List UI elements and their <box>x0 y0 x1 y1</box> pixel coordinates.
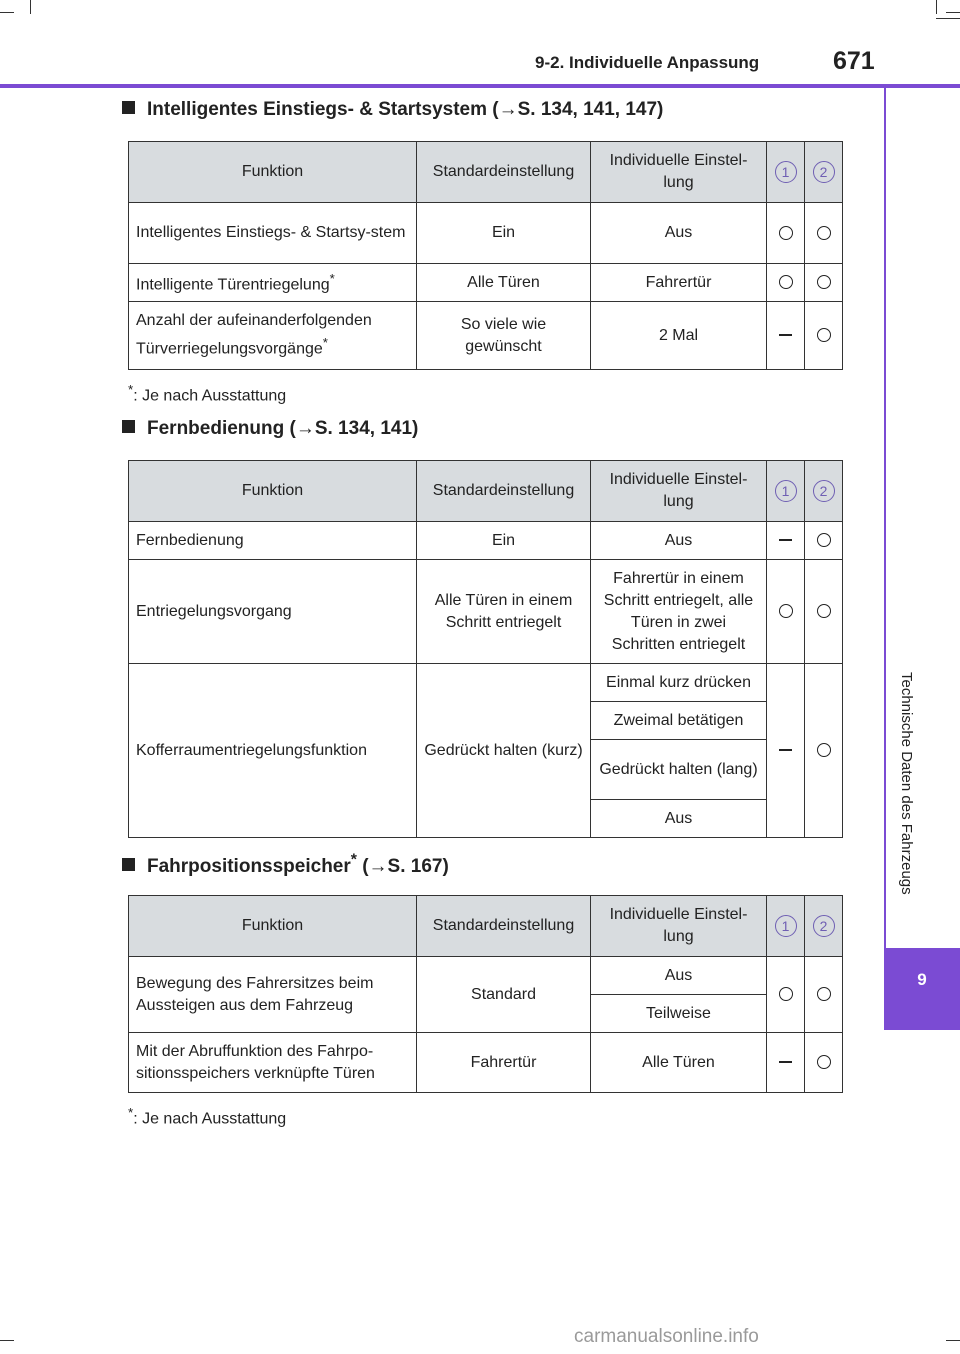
number-1-icon: 1 <box>775 915 797 937</box>
table-row <box>129 302 843 370</box>
dash-icon <box>779 749 792 751</box>
crop-mark <box>936 0 937 14</box>
settings-table <box>128 460 843 838</box>
circle-icon <box>817 987 831 1001</box>
table-row <box>129 522 843 560</box>
header-funktion: Funktion <box>129 896 417 957</box>
section-heading <box>122 852 449 878</box>
cell-mark-1 <box>767 664 805 838</box>
cell-standard: Standard <box>417 957 591 1033</box>
cell-individuell: Alle Türen <box>591 1033 767 1093</box>
table-row <box>129 664 843 702</box>
cell-funktion: Bewegung des Fahrersitzes beim Aussteigen aus dem Fahrzeug <box>129 957 417 1033</box>
header-icon-2 <box>805 142 843 203</box>
circle-icon <box>817 226 831 240</box>
number-1-icon: 1 <box>775 480 797 502</box>
cell-mark-2 <box>805 203 843 264</box>
cell-individuell: Fahrertür in einem Schritt entriegelt, alle Türen in zwei Schritten entriegelt <box>591 560 767 664</box>
header-rule <box>0 84 960 88</box>
circle-icon <box>817 275 831 289</box>
crop-mark <box>946 1340 960 1341</box>
table-row <box>129 560 843 664</box>
table-row <box>129 264 843 302</box>
header-icon-2 <box>805 896 843 957</box>
section-title: 9-2. Individuelle Anpassung <box>535 53 760 72</box>
cell-individuell: Aus <box>591 522 767 560</box>
cell-funktion: Entriegelungsvorgang <box>129 560 417 664</box>
header-funktion: Funktion <box>129 461 417 522</box>
header-standard: Standardeinstellung <box>417 142 591 203</box>
dash-icon <box>779 539 792 541</box>
cell-option: Gedrückt halten (lang) <box>591 740 767 800</box>
table-row <box>129 957 843 995</box>
section-heading-text: Fahrpositionsspeicher* (→S. 167) <box>147 852 449 878</box>
circle-icon <box>817 604 831 618</box>
cell-mark-1 <box>767 203 805 264</box>
cell-standard: Ein <box>417 522 591 560</box>
cell-option: Aus <box>591 800 767 838</box>
circle-icon <box>779 604 793 618</box>
cell-funktion: Anzahl der aufeinanderfolgenden Türverriegelungsvorgänge* <box>129 302 417 370</box>
section-heading-text: Fernbedienung (→S. 134, 141) <box>147 418 419 439</box>
dash-icon <box>779 1061 792 1063</box>
cell-mark-1 <box>767 522 805 560</box>
footnote: *: Je nach Ausstattung <box>128 1105 287 1128</box>
bullet-square-icon <box>122 420 135 433</box>
cell-standard: Alle Türen <box>417 264 591 302</box>
table-row <box>129 203 843 264</box>
settings-table <box>128 895 843 1093</box>
table-header-row <box>129 142 843 203</box>
section-heading <box>122 418 418 440</box>
cell-option: Einmal kurz drücken <box>591 664 767 702</box>
circle-icon <box>817 533 831 547</box>
cell-individuell: Fahrertür <box>591 264 767 302</box>
section-heading <box>122 99 663 121</box>
header-icon-1 <box>767 142 805 203</box>
bullet-square-icon <box>122 101 135 114</box>
table-row <box>129 1033 843 1093</box>
table-header-row <box>129 461 843 522</box>
cell-funktion: Intelligente Türentriegelung* <box>129 264 417 302</box>
watermark: carmanualsonline.info <box>574 1326 759 1347</box>
header-funktion: Funktion <box>129 142 417 203</box>
header-individuell: Individuelle Einstel- lung <box>591 461 767 522</box>
cell-funktion: Fernbedienung <box>129 522 417 560</box>
header-standard: Standardeinstellung <box>417 896 591 957</box>
bullet-square-icon <box>122 858 135 871</box>
section-heading-text: Intelligentes Einstiegs- & Startsystem (→S. 134, 141, 147) <box>147 99 664 120</box>
cell-mark-1 <box>767 1033 805 1093</box>
circle-icon <box>817 328 831 342</box>
chapter-tab: 9 <box>884 948 960 1030</box>
circle-icon <box>779 275 793 289</box>
cell-standard: Fahrertür <box>417 1033 591 1093</box>
crop-mark <box>946 12 960 13</box>
cell-mark-2 <box>805 522 843 560</box>
circle-icon <box>817 743 831 757</box>
cell-option: Aus <box>591 957 767 995</box>
cell-mark-2 <box>805 560 843 664</box>
cell-mark-2 <box>805 957 843 1033</box>
crop-mark <box>30 0 31 14</box>
header-icon-1 <box>767 896 805 957</box>
cell-option: Zweimal betätigen <box>591 702 767 740</box>
cell-standard: Gedrückt halten (kurz) <box>417 664 591 838</box>
cell-mark-1 <box>767 264 805 302</box>
number-2-icon: 2 <box>813 915 835 937</box>
header-individuell: Individuelle Einstel- lung <box>591 896 767 957</box>
circle-icon <box>779 987 793 1001</box>
cell-mark-2 <box>805 264 843 302</box>
cell-funktion: Mit der Abruffunktion des Fahrpo-sitionsspeichers verknüpfte Türen <box>129 1033 417 1093</box>
cell-mark-1 <box>767 560 805 664</box>
cell-funktion: Kofferraumentriegelungsfunktion <box>129 664 417 838</box>
footnote: *: Je nach Ausstattung <box>128 382 287 405</box>
settings-table <box>128 141 843 370</box>
crop-mark <box>0 1340 14 1341</box>
header-icon-2 <box>805 461 843 522</box>
dash-icon <box>779 334 792 336</box>
number-1-icon: 1 <box>775 161 797 183</box>
number-2-icon: 2 <box>813 480 835 502</box>
cell-option: Teilweise <box>591 995 767 1033</box>
cell-mark-2 <box>805 302 843 370</box>
cell-mark-1 <box>767 302 805 370</box>
header-standard: Standardeinstellung <box>417 461 591 522</box>
cell-standard: Alle Türen in einem Schritt entriegelt <box>417 560 591 664</box>
page-number: 671 <box>833 47 875 75</box>
chapter-title: Technische Daten des Fahrzeugs <box>898 672 915 895</box>
cell-mark-2 <box>805 1033 843 1093</box>
header-individuell: Individuelle Einstel- lung <box>591 142 767 203</box>
cell-standard: Ein <box>417 203 591 264</box>
cell-standard: So viele wie gewünscht <box>417 302 591 370</box>
circle-icon <box>779 226 793 240</box>
cell-mark-1 <box>767 957 805 1033</box>
table-header-row <box>129 896 843 957</box>
cell-individuell: Aus <box>591 203 767 264</box>
cell-mark-2 <box>805 664 843 838</box>
cell-funktion: Intelligentes Einstiegs- & Startsy-stem <box>129 203 417 264</box>
header-icon-1 <box>767 461 805 522</box>
circle-icon <box>817 1055 831 1069</box>
crop-mark <box>0 12 14 13</box>
crop-mark <box>936 18 960 19</box>
sidebar-rule <box>884 88 886 948</box>
number-2-icon: 2 <box>813 161 835 183</box>
cell-individuell: 2 Mal <box>591 302 767 370</box>
